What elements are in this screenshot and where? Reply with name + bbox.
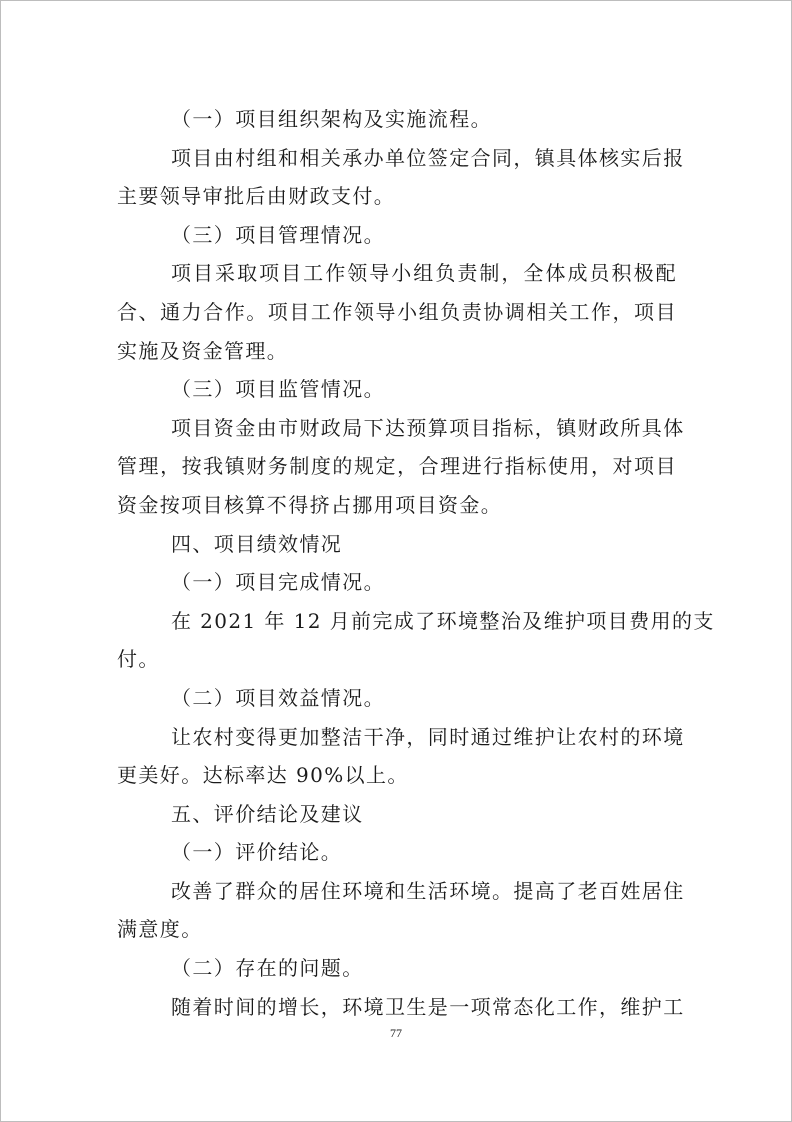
document-body xyxy=(117,100,715,1026)
text-line: 主要领导审批后由财政支付。 xyxy=(117,184,396,209)
text-line: （一）项目组织架构及实施流程。 xyxy=(171,107,492,131)
text-line: （三）项目管理情况。 xyxy=(171,222,385,247)
text-line: 让农村变得更加整洁干净，同时通过维护让农村的环境 xyxy=(171,724,685,749)
text-line: 资金按项目核算不得挤占挪用项目资金。 xyxy=(117,492,503,517)
text-line: 付。 xyxy=(117,647,160,672)
text-line: 管理，按我镇财务制度的规定，合理进行指标使用，对项目 xyxy=(117,454,677,479)
text-line: （一）项目完成情况。 xyxy=(171,570,385,595)
text-line: 项目资金由市财政局下达预算项目指标，镇财政所具体 xyxy=(171,415,685,440)
text-line: 更美好。达标率达 90%以上。 xyxy=(117,763,409,788)
text-line: （二）项目效益情况。 xyxy=(171,685,385,710)
text-line: 四、项目绩效情况 xyxy=(171,531,343,556)
text-line: 实施及资金管理。 xyxy=(117,338,289,363)
text-line: 合、通力合作。项目工作领导小组负责协调相关工作，项目 xyxy=(117,299,677,324)
text-line: 在 2021 年 12 月前完成了环境整治及维护项目费用的支 xyxy=(171,608,715,633)
text-line: （三）项目监管情况。 xyxy=(171,377,385,402)
text-line: 改善了群众的居住环境和生活环境。提高了老百姓居住 xyxy=(171,878,685,903)
text-line: （一）评价结论。 xyxy=(171,840,343,865)
text-line: 满意度。 xyxy=(117,917,203,942)
text-line: 五、评价结论及建议 xyxy=(171,801,364,826)
text-line: 项目采取项目工作领导小组负责制，全体成员积极配 xyxy=(171,261,677,286)
text-line: 随着时间的增长，环境卫生是一项常态化工作，维护工 xyxy=(171,994,685,1019)
text-line: （二）存在的问题。 xyxy=(171,956,364,981)
page-number: 77 xyxy=(390,1026,402,1040)
text-line: 项目由村组和相关承办单位签定合同，镇具体核实后报 xyxy=(171,145,685,170)
